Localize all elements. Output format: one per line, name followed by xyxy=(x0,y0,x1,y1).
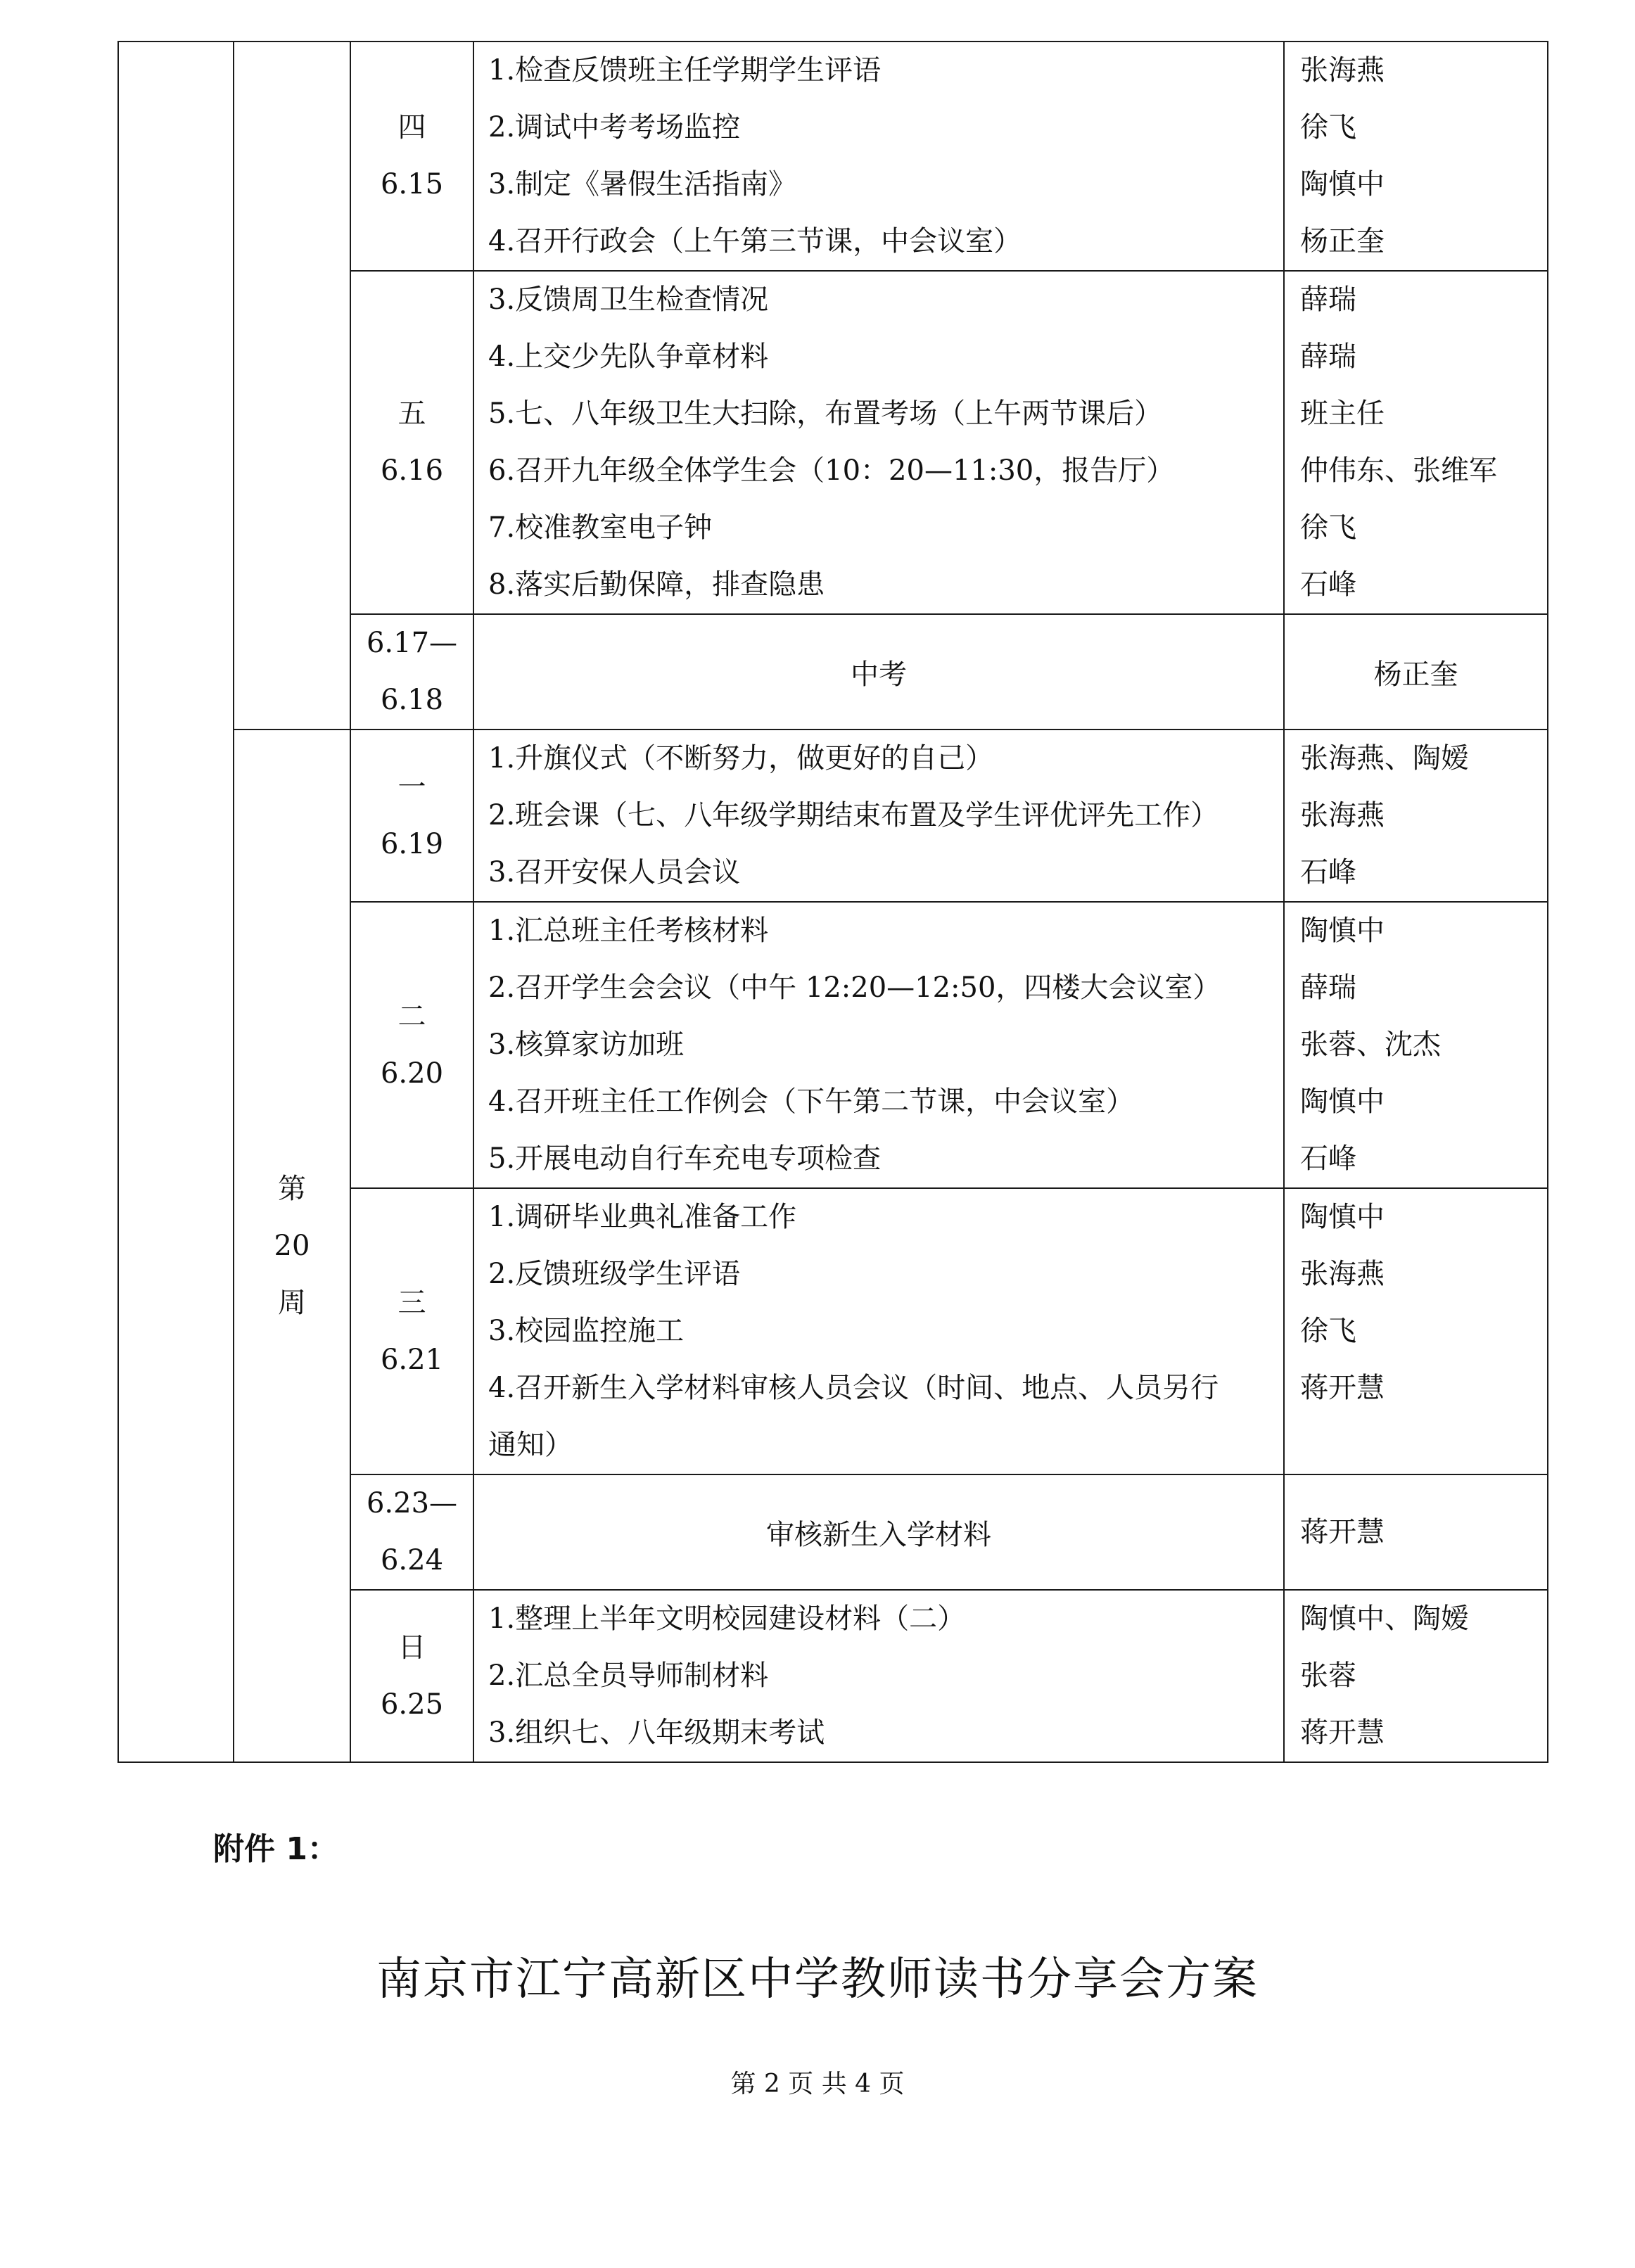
event-cell: 中考 xyxy=(473,614,1284,730)
task-item: 2.调试中考考场监控 xyxy=(488,111,741,144)
person-list xyxy=(1284,730,1548,902)
person-item: 张海燕 xyxy=(1300,799,1385,832)
task-item: 3.制定《暑假生活指南》 xyxy=(488,168,797,200)
day-cell xyxy=(350,1474,473,1590)
date-label: 6.20 xyxy=(380,1057,444,1090)
date-range-start: 6.17— xyxy=(366,627,458,659)
person-item: 蒋开慧 xyxy=(1300,1372,1385,1404)
day-cell xyxy=(350,614,473,730)
task-item: 1.整理上半年文明校园建设材料（二） xyxy=(488,1603,966,1635)
date-label: 6.25 xyxy=(380,1688,444,1721)
task-item: 4.召开行政会（上午第三节课，中会议室） xyxy=(488,225,1022,257)
date-label: 6.19 xyxy=(380,827,444,860)
date-range-end: 6.18 xyxy=(380,684,444,716)
day-cell xyxy=(350,1590,473,1762)
date-label: 6.16 xyxy=(380,454,444,487)
table-row xyxy=(118,730,1548,902)
person-item: 陶慎中 xyxy=(1300,1085,1385,1118)
date-range-start: 6.23— xyxy=(366,1487,458,1520)
task-item: 8.落实后勤保障，排查隐患 xyxy=(488,568,825,601)
weekday-label: 日 xyxy=(397,1631,426,1664)
week-cell-previous xyxy=(234,42,350,730)
schedule-table xyxy=(117,41,1548,1763)
week-label-part: 20 xyxy=(274,1229,310,1262)
task-item: 1.检查反馈班主任学期学生评语 xyxy=(488,54,882,87)
task-item-continuation: 通知） xyxy=(488,1429,573,1461)
task-list xyxy=(473,902,1284,1188)
day-cell xyxy=(350,1188,473,1474)
person-cell xyxy=(1284,1474,1548,1590)
person-item: 徐飞 xyxy=(1300,1315,1356,1347)
person-item: 陶慎中、陶嫒 xyxy=(1300,1603,1469,1635)
person-cell: 杨正奎 xyxy=(1284,614,1548,730)
date-label: 6.21 xyxy=(380,1343,444,1376)
person-item-empty xyxy=(1285,1417,1547,1474)
person-list xyxy=(1284,42,1548,271)
weekday-label: 五 xyxy=(397,397,426,430)
date-range-end: 6.24 xyxy=(380,1544,444,1576)
day-cell xyxy=(350,902,473,1188)
person-item: 石峰 xyxy=(1300,856,1356,888)
person-item: 杨正奎 xyxy=(1300,225,1385,257)
person-item: 张蓉、沈杰 xyxy=(1300,1028,1441,1061)
person-item: 张海燕 xyxy=(1300,54,1385,87)
day-cell xyxy=(350,271,473,614)
task-item: 3.校园监控施工 xyxy=(488,1315,685,1347)
task-item: 2.反馈班级学生评语 xyxy=(488,1258,741,1290)
person-item: 石峰 xyxy=(1300,568,1356,601)
task-item: 4.上交少先队争章材料 xyxy=(488,340,769,373)
person-list xyxy=(1284,1590,1548,1762)
person-item: 陶慎中 xyxy=(1300,1201,1385,1233)
person-item: 石峰 xyxy=(1300,1142,1356,1175)
person-item: 蒋开慧 xyxy=(1300,1716,1385,1749)
weekday-label: 三 xyxy=(397,1286,426,1319)
week-label-part: 第 xyxy=(278,1172,306,1205)
task-item: 2.召开学生会会议（中午 12:20—12:50，四楼大会议室） xyxy=(488,971,1221,1004)
task-item: 4.召开新生入学材料审核人员会议（时间、地点、人员另行 xyxy=(488,1372,1219,1404)
person-list xyxy=(1284,1188,1548,1474)
task-item: 5.开展电动自行车充电专项检查 xyxy=(488,1142,882,1175)
task-list xyxy=(473,42,1284,271)
weekday-label: 四 xyxy=(397,111,426,144)
person-item: 张海燕、陶嫒 xyxy=(1300,742,1469,775)
person-item: 班主任 xyxy=(1300,397,1385,430)
task-item: 3.召开安保人员会议 xyxy=(488,856,741,888)
task-item: 3.组织七、八年级期末考试 xyxy=(488,1716,825,1749)
task-item: 1.升旗仪式（不断努力，做更好的自己） xyxy=(488,742,994,775)
document-title: 南京市江宁高新区中学教师读书分享会方案 xyxy=(376,1954,1259,2006)
person-item: 蒋开慧 xyxy=(1300,1515,1385,1548)
table-row xyxy=(118,42,1548,271)
day-cell xyxy=(350,730,473,902)
week-20-cell xyxy=(234,730,350,1762)
date-label: 6.15 xyxy=(380,168,444,200)
annex-label: 附件 1： xyxy=(213,1831,338,1867)
person-list xyxy=(1284,271,1548,614)
event-cell: 审核新生入学材料 xyxy=(473,1474,1284,1590)
task-list xyxy=(473,1590,1284,1762)
task-list xyxy=(473,271,1284,614)
task-list xyxy=(473,730,1284,902)
task-item: 4.召开班主任工作例会（下午第二节课，中会议室） xyxy=(488,1085,1135,1118)
task-item: 1.汇总班主任考核材料 xyxy=(488,915,769,947)
task-list xyxy=(473,1188,1284,1474)
task-item: 6.召开九年级全体学生会（10：20—11:30，报告厅） xyxy=(488,454,1175,487)
week-label-part: 周 xyxy=(278,1286,306,1319)
task-item: 2.班会课（七、八年级学期结束布置及学生评优评先工作） xyxy=(488,799,1219,832)
task-item: 5.七、八年级卫生大扫除，布置考场（上午两节课后） xyxy=(488,397,1163,430)
person-item: 张海燕 xyxy=(1300,1258,1385,1290)
person-item: 薛瑞 xyxy=(1300,971,1356,1004)
day-cell xyxy=(350,42,473,271)
weekday-label: 二 xyxy=(397,1000,426,1033)
person-item: 陶慎中 xyxy=(1300,168,1385,200)
person-item: 薛瑞 xyxy=(1300,284,1356,316)
page-footer: 第 2 页 共 4 页 xyxy=(730,2070,905,2098)
person-item: 张蓉 xyxy=(1300,1659,1356,1692)
task-item: 7.校准教室电子钟 xyxy=(488,511,713,544)
person-item: 徐飞 xyxy=(1300,111,1356,144)
person-item: 徐飞 xyxy=(1300,511,1356,544)
person-item: 薛瑞 xyxy=(1300,340,1356,373)
person-item: 陶慎中 xyxy=(1300,915,1385,947)
task-item: 1.调研毕业典礼准备工作 xyxy=(488,1201,797,1233)
task-item: 2.汇总全员导师制材料 xyxy=(488,1659,769,1692)
task-item: 3.反馈周卫生检查情况 xyxy=(488,284,769,316)
task-item: 3.核算家访加班 xyxy=(488,1028,685,1061)
weekday-label: 一 xyxy=(397,770,426,803)
person-item: 仲伟东、张维军 xyxy=(1300,454,1497,487)
blank-first-column xyxy=(118,42,234,1762)
person-list xyxy=(1284,902,1548,1188)
